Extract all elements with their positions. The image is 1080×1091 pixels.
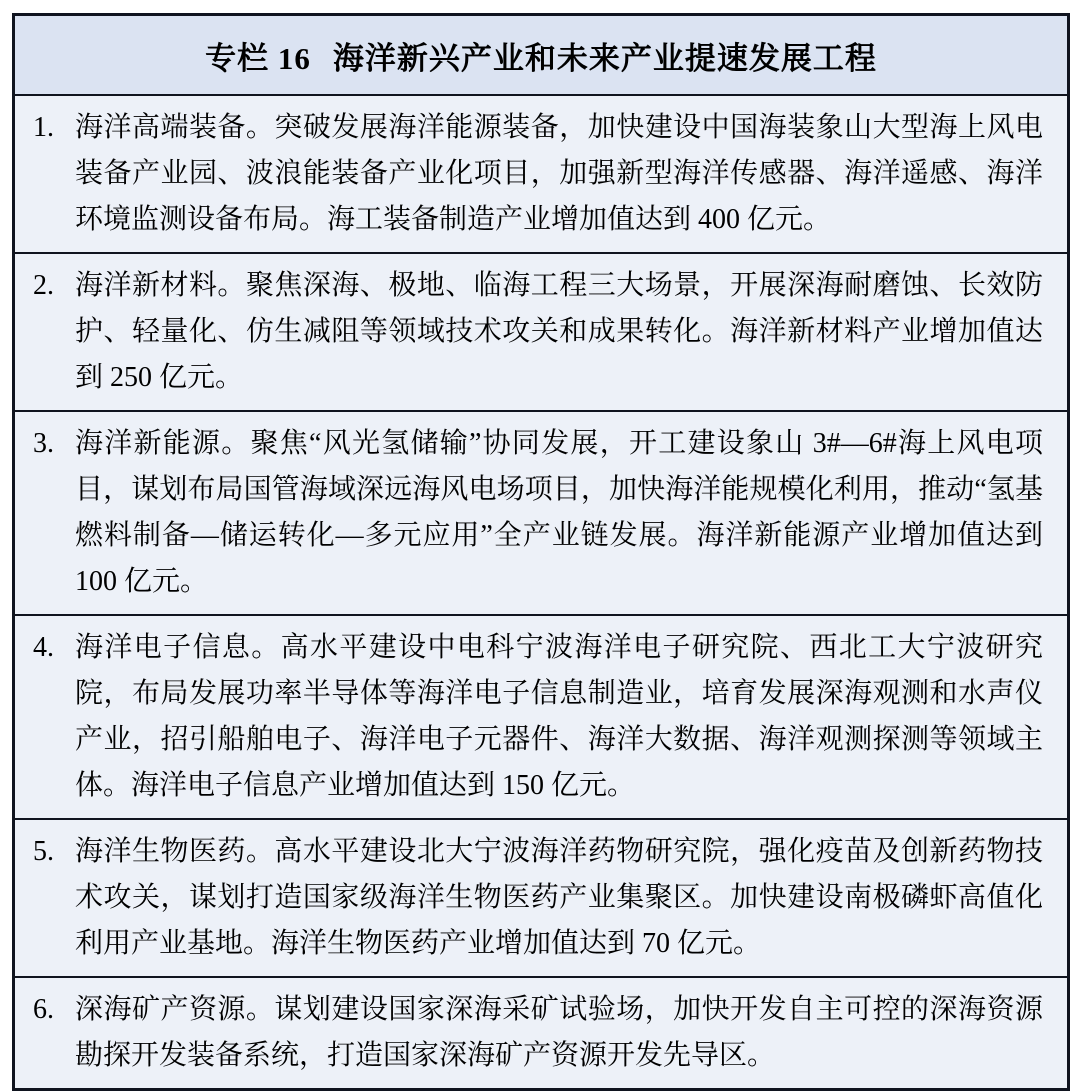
list-item-6 bbox=[15, 976, 1067, 1088]
item-text: 海洋新能源。聚焦“风光氢储输”协同发展，开工建设象山 3#—6#海上风电项目，谋划布局国管海域深远海风电场项目，加快海洋能规模化利用，推动“氢基燃料制备—储运转化—多元应用”全产业链发展。海洋新能源产业增加值达到 100 亿元。 bbox=[75, 428, 1043, 597]
item-number: 2. bbox=[33, 270, 54, 301]
list-item-3 bbox=[15, 410, 1067, 614]
item-number: 4. bbox=[33, 632, 54, 663]
list-item-5 bbox=[15, 818, 1067, 976]
column-label: 专栏 16 bbox=[205, 40, 311, 76]
item-number: 5. bbox=[33, 836, 54, 867]
item-number: 3. bbox=[33, 428, 54, 459]
item-number: 1. bbox=[33, 112, 54, 143]
column-title: 海洋新兴产业和未来产业提速发展工程 bbox=[332, 40, 877, 76]
list-item-2 bbox=[15, 252, 1067, 410]
item-text: 海洋高端装备。突破发展海洋能源装备，加快建设中国海装象山大型海上风电装备产业园、波浪能装备产业化项目，加强新型海洋传感器、海洋遥感、海洋环境监测设备布局。海工装备制造产业增加值达到 400 亿元。 bbox=[75, 112, 1043, 235]
item-text: 海洋电子信息。高水平建设中电科宁波海洋电子研究院、西北工大宁波研究院，布局发展功率半导体等海洋电子信息制造业，培育发展深海观测和水声仪产业，招引船舶电子、海洋电子元器件、海洋大数据、海洋观测探测等领域主体。海洋电子信息产业增加值达到 150 亿元。 bbox=[75, 632, 1043, 801]
item-number: 6. bbox=[33, 994, 54, 1025]
column-box bbox=[12, 13, 1070, 1091]
list-item-4 bbox=[15, 614, 1067, 818]
list-item-1 bbox=[15, 96, 1067, 252]
item-text: 海洋生物医药。高水平建设北大宁波海洋药物研究院，强化疫苗及创新药物技术攻关，谋划打造国家级海洋生物医药产业集聚区。加快建设南极磷虾高值化利用产业基地。海洋生物医药产业增加值达到 70 亿元。 bbox=[75, 836, 1043, 959]
column-header bbox=[15, 16, 1067, 96]
item-text: 海洋新材料。聚焦深海、极地、临海工程三大场景，开展深海耐磨蚀、长效防护、轻量化、仿生减阻等领域技术攻关和成果转化。海洋新材料产业增加值达到 250 亿元。 bbox=[75, 270, 1043, 393]
item-text: 深海矿产资源。谋划建设国家深海采矿试验场，加快开发自主可控的深海资源勘探开发装备系统，打造国家深海矿产资源开发先导区。 bbox=[75, 994, 1043, 1071]
